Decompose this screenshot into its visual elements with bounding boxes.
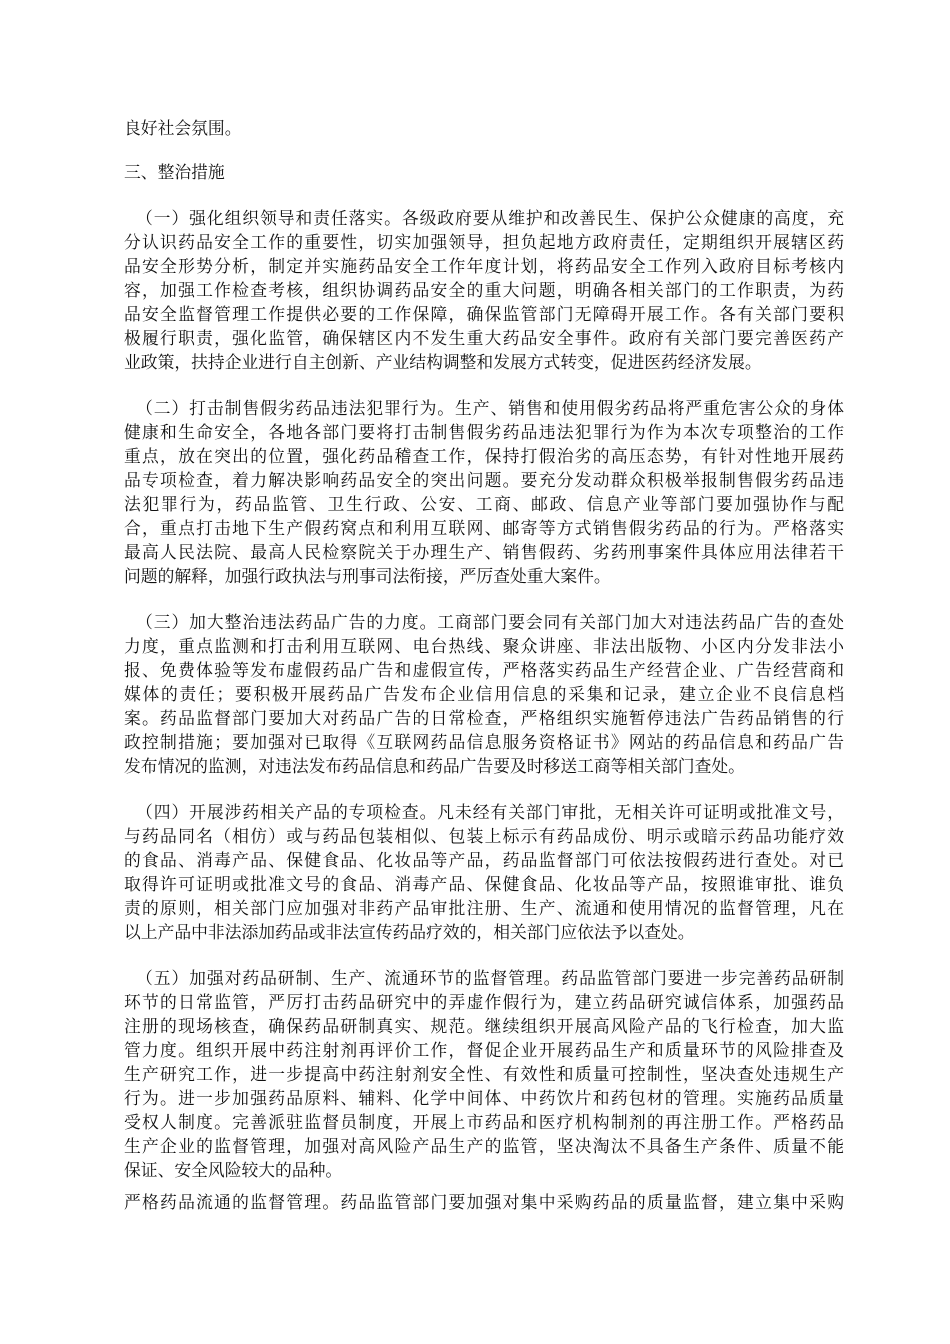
paragraph-line: 生产研究工作，进一步提高中药注射剂安全性、有效性和质量可控制性，坚决查处违规生产 — [124, 1064, 844, 1084]
paragraph-line: 案。药品监督部门要加大对药品广告的日常检查，严格组织实施暂停违法广告药品销售的行 — [124, 708, 844, 728]
paragraph-line: 环节的日常监管，严厉打击药品研究中的弄虚作假行为，建立药品研究诚信体系，加强药品 — [124, 992, 844, 1012]
paragraph-line: （一）强化组织领导和责任落实。各级政府要从维护和改善民生、保护公众健康的高度，充 — [136, 208, 844, 228]
paragraph-line: 媒体的责任；要积极开展药品广告发布企业信用信息的采集和记录，建立企业不良信息档 — [124, 684, 844, 704]
paragraph-line: 合，重点打击地下生产假药窝点和利用互联网、邮寄等方式销售假劣药品的行为。严格落实 — [124, 518, 844, 538]
paragraph-line: 健康和生命安全，各地各部门要将打击制售假劣药品违法犯罪行为作为本次专项整治的工作 — [124, 422, 844, 442]
paragraph-line: 品安全监督管理工作提供必要的工作保障，确保监管部门无障碍开展工作。各有关部门要积 — [124, 304, 844, 324]
paragraph-line: 重点，放在突出的位置，强化药品稽查工作，保持打假治劣的高压态势，有针对性地开展药 — [124, 446, 844, 466]
paragraph-line: （三）加大整治违法药品广告的力度。工商部门要会同有关部门加大对违法药品广告的查处 — [136, 612, 844, 632]
paragraph-line: 行为。进一步加强药品原料、辅料、化学中间体、中药饮片和药包材的管理。实施药品质量 — [124, 1088, 844, 1108]
paragraph-line: 法犯罪行为，药品监管、卫生行政、公安、工商、邮政、信息产业等部门要加强协作与配 — [124, 494, 844, 514]
paragraph-line: （四）开展涉药相关产品的专项检查。凡未经有关部门审批，无相关许可证明或批准文号， — [136, 802, 844, 822]
paragraph-line: 取得许可证明或批准文号的食品、消毒产品、保健食品、化妆品等产品，按照谁审批、谁负 — [124, 874, 844, 894]
paragraph-line: 生产企业的监督管理，加强对高风险产品生产的监管，坚决淘汰不具备生产条件、质量不能 — [124, 1136, 844, 1156]
paragraph-line: 的食品、消毒产品、保健食品、化妆品等产品，药品监督部门可依法按假药进行查处。对已 — [124, 850, 844, 870]
paragraph-line: 保证、安全风险较大的品种。 — [124, 1160, 343, 1180]
paragraph-line: 受权人制度。完善派驻监督员制度，开展上市药品和医疗机构制剂的再注册工作。严格药品 — [124, 1112, 844, 1132]
paragraph-line: 分认识药品安全工作的重要性，切实加强领导，担负起地方政府责任，定期组织开展辖区药 — [124, 232, 844, 252]
paragraph-line: 品专项检查，着力解决影响药品安全的突出问题。要充分发动群众积极举报制售假劣药品违 — [124, 470, 844, 490]
paragraph-line: 发布情况的监测，对违法发布药品信息和药品广告要及时移送工商等相关部门查处。 — [124, 756, 745, 776]
paragraph-line: 责的原则，相关部门应加强对非药产品审批注册、生产、流通和使用情况的监督管理，凡在 — [124, 898, 844, 918]
paragraph-line: 力度，重点监测和打击利用互联网、电台热线、聚众讲座、非法出版物、小区内分发非法小 — [124, 636, 844, 656]
paragraph-line: 注册的现场核查，确保药品研制真实、规范。继续组织开展高风险产品的飞行检查，加大监 — [124, 1016, 844, 1036]
paragraph-line: 问题的解释，加强行政执法与刑事司法衔接，严厉查处重大案件。 — [124, 566, 611, 586]
paragraph-line: 最高人民法院、最高人民检察院关于办理生产、销售假药、劣药刑事案件具体应用法律若干 — [124, 542, 844, 562]
paragraph-line: 极履行职责，强化监管，确保辖区内不发生重大药品安全事件。政府有关部门要完善医药产 — [124, 328, 844, 348]
paragraph-line: 报、免费体验等发布虚假药品广告和虚假宣传，严格落实药品生产经营企业、广告经营商和 — [124, 660, 844, 680]
final-paragraph-line: 严格药品流通的监督管理。药品监管部门要加强对集中采购药品的质量监督，建立集中采购 — [124, 1192, 844, 1212]
paragraph-line: 与药品同名（相仿）或与药品包装相似、包装上标示有药品成份、明示或暗示药品功能疗效 — [124, 826, 844, 846]
paragraph-line: （二）打击制售假劣药品违法犯罪行为。生产、销售和使用假劣药品将严重危害公众的身体 — [136, 398, 844, 418]
paragraph-line: 业政策，扶持企业进行自主创新、产业结构调整和发展方式转变，促进医药经济发展。 — [124, 352, 762, 372]
paragraph-line: （五）加强对药品研制、生产、流通环节的监督管理。药品监管部门要进一步完善药品研制 — [136, 968, 844, 988]
section-heading: 三、整治措施 — [124, 162, 225, 182]
paragraph-line: 管力度。组织开展中药注射剂再评价工作，督促企业开展药品生产和质量环节的风险排查及 — [124, 1040, 844, 1060]
paragraph-line: 政控制措施；要加强对已取得《互联网药品信息服务资格证书》网站的药品信息和药品广告 — [124, 732, 844, 752]
paragraph-line: 以上产品中非法添加药品或非法宣传药品疗效的，相关部门应依法予以查处。 — [124, 922, 695, 942]
paragraph-line: 品安全形势分析，制定并实施药品安全工作年度计划，将药品安全工作列入政府目标考核内 — [124, 256, 844, 276]
intro-tail-text: 良好社会氛围。 — [124, 118, 242, 138]
paragraph-line: 容，加强工作检查考核，组织协调药品安全的重大问题，明确各相关部门的工作职责，为药 — [124, 280, 844, 300]
